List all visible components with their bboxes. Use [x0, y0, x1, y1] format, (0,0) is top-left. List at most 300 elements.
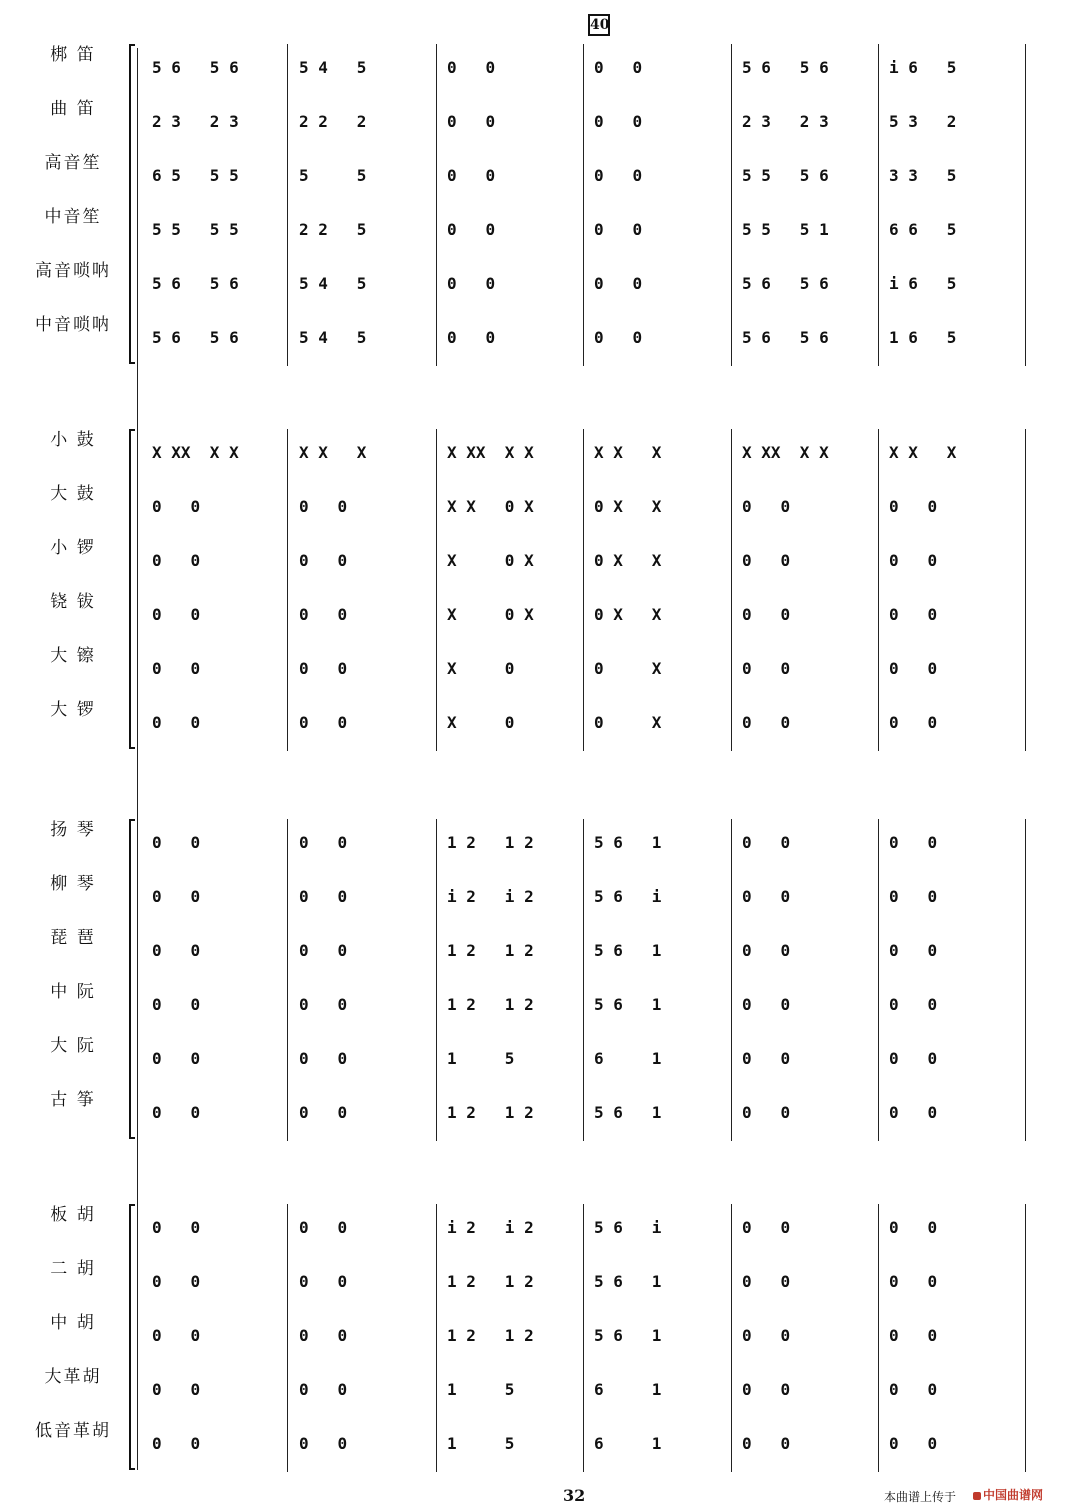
measure-notes: 6 5 5 5: [152, 165, 239, 185]
measure-notes: 0 0: [152, 994, 201, 1014]
measure-notes: 0 0: [594, 57, 643, 77]
measure-notes: 2 2 2: [299, 111, 367, 131]
measure: [152, 256, 239, 310]
measure: [299, 1416, 347, 1470]
instrument-label: 铙 钹: [50, 592, 96, 612]
instrument-row: [0, 815, 1078, 869]
measure: [889, 1085, 937, 1139]
instrument-row: [0, 1362, 1078, 1416]
measure: [152, 1308, 200, 1362]
measure-notes: 0 0: [299, 712, 348, 732]
measure-notes: 1 5: [447, 1379, 515, 1399]
measure: [152, 533, 200, 587]
measure: [742, 869, 790, 923]
measure-notes: 5 6 1: [594, 1271, 662, 1291]
measure-notes: 0 0: [742, 712, 791, 732]
measure-notes: 0 0: [889, 1048, 938, 1068]
instrument-label: 大 鼓: [50, 484, 96, 504]
instrument-label: 扬 琴: [50, 820, 96, 840]
measure: [889, 1308, 937, 1362]
measure-notes: 6 1: [594, 1433, 662, 1453]
measure: [742, 1308, 790, 1362]
measure: [152, 977, 200, 1031]
measure: [889, 1200, 937, 1254]
instrument-row: [0, 1254, 1078, 1308]
measure-notes: 0 0: [742, 496, 791, 516]
instrument-row: [0, 695, 1078, 749]
instrument-label: 梆 笛: [50, 45, 96, 65]
measure: [299, 533, 347, 587]
instrument-group: [0, 40, 1078, 364]
measure-notes: 5 6 5 6: [152, 327, 239, 347]
measure-notes: 0 0: [889, 886, 938, 906]
measure: [889, 641, 937, 695]
measure-notes: 5 6 1: [594, 1102, 662, 1122]
measure-notes: X X X: [889, 442, 957, 462]
measure: [889, 869, 937, 923]
measure: [299, 148, 366, 202]
measure: [447, 1362, 514, 1416]
measure: [152, 202, 239, 256]
measure: [742, 94, 829, 148]
measure-notes: i 6 5: [889, 273, 957, 293]
instrument-row: [0, 977, 1078, 1031]
measure-notes: 0 0: [889, 712, 938, 732]
measure: [594, 479, 661, 533]
measure-notes: 5 6 5 6: [742, 327, 829, 347]
measure-notes: 0 0: [152, 496, 201, 516]
instrument-label: 琵 琶: [50, 928, 96, 948]
instrument-label: 古 筝: [50, 1090, 96, 1110]
measure-notes: 0 0: [742, 1325, 791, 1345]
measure: [447, 815, 534, 869]
measure-notes: 0 0: [152, 1217, 201, 1237]
instrument-label: 中音唢呐: [35, 315, 111, 335]
measure: [447, 310, 495, 364]
measure: [889, 425, 956, 479]
measure-notes: 0 0: [742, 886, 791, 906]
measure-notes: 0 0: [594, 219, 643, 239]
measure-notes: 0 0: [299, 1102, 348, 1122]
measure-notes: 0 0: [299, 1217, 348, 1237]
measure-notes: 5 6 1: [594, 1325, 662, 1345]
measure: [299, 256, 366, 310]
measure: [447, 1308, 534, 1362]
measure: [594, 1031, 661, 1085]
measure: [889, 202, 956, 256]
measure: [152, 1416, 200, 1470]
measure: [594, 40, 642, 94]
measure: [889, 815, 937, 869]
measure-notes: 0 0: [594, 273, 643, 293]
measure-notes: 0 0: [594, 165, 643, 185]
measure-notes: 0 0: [889, 940, 938, 960]
measure-notes: 5 6 5 6: [742, 273, 829, 293]
measure-notes: 0 0: [889, 550, 938, 570]
measure: [742, 310, 829, 364]
instrument-label: 板 胡: [50, 1205, 96, 1225]
logo-icon: [973, 1492, 981, 1500]
measure: [447, 94, 495, 148]
measure-notes: 0 0: [594, 111, 643, 131]
measure-notes: 0 0: [299, 832, 348, 852]
measure: [594, 1416, 661, 1470]
measure: [594, 94, 642, 148]
measure-notes: 0 0: [742, 604, 791, 624]
measure-notes: 1 2 1 2: [447, 1325, 534, 1345]
measure-notes: 5 6 i: [594, 1217, 662, 1237]
measure: [447, 587, 534, 641]
measure-notes: 0 0: [152, 1102, 201, 1122]
measure-notes: 0 0: [889, 604, 938, 624]
measure: [447, 425, 534, 479]
measure-notes: 0 0: [152, 1271, 201, 1291]
instrument-row: [0, 148, 1078, 202]
measure: [594, 815, 661, 869]
measure: [889, 1416, 937, 1470]
measure: [152, 310, 239, 364]
measure-notes: 0 0: [889, 994, 938, 1014]
measure-notes: X 0: [447, 658, 515, 678]
measure-notes: 0 0: [152, 604, 201, 624]
measure-notes: 0 0: [152, 832, 201, 852]
measure-notes: 0 X X: [594, 604, 662, 624]
measure: [889, 923, 937, 977]
measure: [594, 1254, 661, 1308]
measure: [594, 148, 642, 202]
measure-notes: 5 6 5 6: [742, 57, 829, 77]
measure-notes: 5 6 1: [594, 994, 662, 1014]
measure-notes: 1 5: [447, 1433, 515, 1453]
instrument-label: 大革胡: [44, 1367, 102, 1387]
measure-notes: 0 X X: [594, 496, 662, 516]
measure: [889, 1254, 937, 1308]
measure: [299, 977, 347, 1031]
measure-notes: i 2 i 2: [447, 886, 534, 906]
measure: [299, 202, 366, 256]
measure: [152, 94, 239, 148]
measure: [594, 202, 642, 256]
instrument-label: 小 鼓: [50, 430, 96, 450]
measure-notes: 0 X: [594, 712, 662, 732]
instrument-row: [0, 641, 1078, 695]
measure: [742, 695, 790, 749]
measure: [299, 479, 347, 533]
measure-notes: 1 2 1 2: [447, 994, 534, 1014]
measure-notes: 0 0: [742, 1379, 791, 1399]
instrument-row: [0, 1031, 1078, 1085]
measure-notes: 0 0: [742, 1048, 791, 1068]
measure: [447, 977, 534, 1031]
measure: [889, 148, 956, 202]
measure-notes: 5 6 1: [594, 940, 662, 960]
measure: [889, 40, 956, 94]
measure: [299, 40, 366, 94]
measure: [742, 977, 790, 1031]
measure-notes: 0 0: [152, 1433, 201, 1453]
measure: [742, 587, 790, 641]
measure: [447, 1254, 534, 1308]
instrument-row: [0, 1200, 1078, 1254]
measure: [742, 148, 829, 202]
measure: [594, 977, 661, 1031]
measure: [299, 1308, 347, 1362]
instrument-row: [0, 310, 1078, 364]
measure-notes: 1 2 1 2: [447, 940, 534, 960]
measure-notes: 0 0: [447, 327, 496, 347]
measure: [742, 533, 790, 587]
measure-notes: 0 0: [447, 219, 496, 239]
measure-notes: 0 0: [152, 658, 201, 678]
instrument-row: [0, 479, 1078, 533]
measure-notes: 0 0: [152, 886, 201, 906]
measure-notes: 0 0: [889, 1217, 938, 1237]
upload-credit: 本曲谱上传于: [884, 1490, 957, 1504]
measure: [152, 1031, 200, 1085]
measure-notes: 0 0: [152, 1379, 201, 1399]
measure-notes: 2 2 5: [299, 219, 367, 239]
measure-notes: 0 0: [299, 1379, 348, 1399]
instrument-label: 中音笙: [44, 207, 102, 227]
instrument-row: [0, 425, 1078, 479]
measure-notes: X 0 X: [447, 604, 534, 624]
measure-notes: 2 3 2 3: [742, 111, 829, 131]
measure: [152, 641, 200, 695]
measure: [594, 1308, 661, 1362]
measure: [594, 1085, 661, 1139]
measure-notes: 5 6 5 6: [152, 57, 239, 77]
measure: [299, 310, 366, 364]
measure-notes: 0 0: [299, 658, 348, 678]
measure-notes: 5 6 5 6: [152, 273, 239, 293]
site-logo[interactable]: [973, 1486, 1043, 1503]
measure: [152, 1200, 200, 1254]
measure-notes: 0 0: [152, 550, 201, 570]
measure-notes: 5 5 5 5: [152, 219, 239, 239]
measure: [152, 869, 200, 923]
measure: [594, 1362, 661, 1416]
measure: [742, 479, 790, 533]
measure-notes: 0 0: [889, 1102, 938, 1122]
instrument-label: 大 锣: [50, 700, 96, 720]
measure: [889, 479, 937, 533]
measure: [594, 533, 661, 587]
measure-notes: 0 0: [152, 1048, 201, 1068]
measure-notes: 0 0: [299, 550, 348, 570]
measure-notes: 0 0: [889, 1379, 938, 1399]
measure: [152, 40, 239, 94]
measure-notes: 5 6 i: [594, 886, 662, 906]
measure: [152, 479, 200, 533]
measure-notes: 0 0: [299, 994, 348, 1014]
measure: [152, 1085, 200, 1139]
measure: [889, 310, 956, 364]
measure: [447, 695, 514, 749]
measure: [594, 869, 661, 923]
measure-notes: 0 0: [299, 604, 348, 624]
measure: [447, 40, 495, 94]
measure-notes: 0 0: [889, 1433, 938, 1453]
measure-notes: 1 5: [447, 1048, 515, 1068]
measure-notes: X X X: [299, 442, 367, 462]
measure: [299, 695, 347, 749]
measure-notes: 5 5: [299, 165, 367, 185]
measure: [889, 1031, 937, 1085]
measure: [742, 1200, 790, 1254]
measure-notes: 1 6 5: [889, 327, 957, 347]
measure: [447, 923, 534, 977]
instrument-label: 二 胡: [50, 1259, 96, 1279]
measure-notes: 6 6 5: [889, 219, 957, 239]
measure: [152, 587, 200, 641]
measure-notes: 0 0: [299, 1271, 348, 1291]
measure: [152, 1254, 200, 1308]
instrument-row: [0, 1308, 1078, 1362]
measure-notes: 0 0: [742, 832, 791, 852]
measure-notes: 0 0: [152, 712, 201, 732]
measure-notes: X X 0 X: [447, 496, 534, 516]
measure: [152, 1362, 200, 1416]
measure-notes: 0 0: [889, 832, 938, 852]
measure-notes: 0 0: [594, 327, 643, 347]
measure-notes: X XX X X: [152, 442, 239, 462]
measure: [299, 641, 347, 695]
instrument-group: [0, 815, 1078, 1139]
measure: [889, 695, 937, 749]
measure-notes: 0 0: [742, 940, 791, 960]
measure-notes: 0 0: [889, 1325, 938, 1345]
instrument-label: 高音笙: [44, 153, 102, 173]
measure-notes: 5 4 5: [299, 327, 367, 347]
measure: [594, 425, 661, 479]
measure: [447, 1200, 534, 1254]
measure: [742, 425, 829, 479]
measure: [594, 641, 661, 695]
measure-notes: 5 6 1: [594, 832, 662, 852]
measure: [742, 1254, 790, 1308]
measure: [447, 1416, 514, 1470]
measure: [299, 587, 347, 641]
instrument-row: [0, 533, 1078, 587]
measure: [299, 1200, 347, 1254]
measure-notes: 0 0: [447, 111, 496, 131]
measure: [742, 923, 790, 977]
instrument-label: 柳 琴: [50, 874, 96, 894]
measure: [742, 641, 790, 695]
measure: [299, 923, 347, 977]
measure-notes: 0 0: [742, 550, 791, 570]
rehearsal-mark: 40: [588, 14, 610, 36]
instrument-row: [0, 1416, 1078, 1470]
measure-notes: 3 3 5: [889, 165, 957, 185]
measure: [299, 1031, 347, 1085]
measure: [299, 1362, 347, 1416]
measure: [299, 869, 347, 923]
instrument-row: [0, 923, 1078, 977]
measure: [594, 695, 661, 749]
measure: [447, 479, 534, 533]
instrument-row: [0, 40, 1078, 94]
measure-notes: 0 0: [889, 1271, 938, 1291]
measure: [299, 1085, 347, 1139]
page-number: 32: [563, 1486, 586, 1505]
measure: [889, 587, 937, 641]
measure: [594, 310, 642, 364]
measure-notes: 0 0: [447, 273, 496, 293]
measure-notes: 0 0: [299, 940, 348, 960]
instrument-row: [0, 256, 1078, 310]
measure-notes: 5 4 5: [299, 273, 367, 293]
instrument-label: 曲 笛: [50, 99, 96, 119]
measure-notes: 0 X: [594, 658, 662, 678]
measure: [447, 533, 534, 587]
measure-notes: 0 0: [152, 1325, 201, 1345]
measure-notes: X XX X X: [447, 442, 534, 462]
measure: [742, 1031, 790, 1085]
measure-notes: 0 0: [447, 165, 496, 185]
measure-notes: 5 4 5: [299, 57, 367, 77]
measure: [447, 1085, 534, 1139]
measure: [447, 641, 514, 695]
measure-notes: 6 1: [594, 1379, 662, 1399]
measure: [152, 425, 239, 479]
instrument-row: [0, 1085, 1078, 1139]
instrument-group: [0, 1200, 1078, 1470]
measure-notes: 2 3 2 3: [152, 111, 239, 131]
measure: [447, 202, 495, 256]
instrument-label: 高音唢呐: [35, 261, 111, 281]
measure: [889, 1362, 937, 1416]
measure: [152, 923, 200, 977]
instrument-row: [0, 587, 1078, 641]
measure: [889, 977, 937, 1031]
measure: [447, 256, 495, 310]
measure-notes: 0 0: [742, 658, 791, 678]
measure-notes: 0 0: [299, 1433, 348, 1453]
measure: [594, 1200, 661, 1254]
instrument-group: [0, 425, 1078, 749]
measure: [447, 148, 495, 202]
measure-notes: 5 5 5 1: [742, 219, 829, 239]
measure-notes: 0 0: [742, 1271, 791, 1291]
measure: [742, 1362, 790, 1416]
measure-notes: X XX X X: [742, 442, 829, 462]
measure: [299, 425, 366, 479]
measure-notes: X X X: [594, 442, 662, 462]
measure: [889, 533, 937, 587]
measure: [889, 256, 956, 310]
measure-notes: 0 0: [742, 1433, 791, 1453]
measure: [152, 815, 200, 869]
measure: [742, 40, 829, 94]
measure: [447, 1031, 514, 1085]
measure-notes: X 0 X: [447, 550, 534, 570]
measure-notes: 0 0: [299, 496, 348, 516]
measure-notes: 1 2 1 2: [447, 832, 534, 852]
measure-notes: X 0: [447, 712, 515, 732]
measure: [152, 148, 239, 202]
instrument-label: 大 镲: [50, 646, 96, 666]
measure-notes: 0 0: [889, 496, 938, 516]
measure: [594, 923, 661, 977]
measure-notes: 0 0: [299, 886, 348, 906]
measure: [742, 1416, 790, 1470]
measure: [594, 256, 642, 310]
measure: [299, 94, 366, 148]
measure-notes: 5 5 5 6: [742, 165, 829, 185]
measure: [742, 256, 829, 310]
measure-notes: 1 2 1 2: [447, 1271, 534, 1291]
